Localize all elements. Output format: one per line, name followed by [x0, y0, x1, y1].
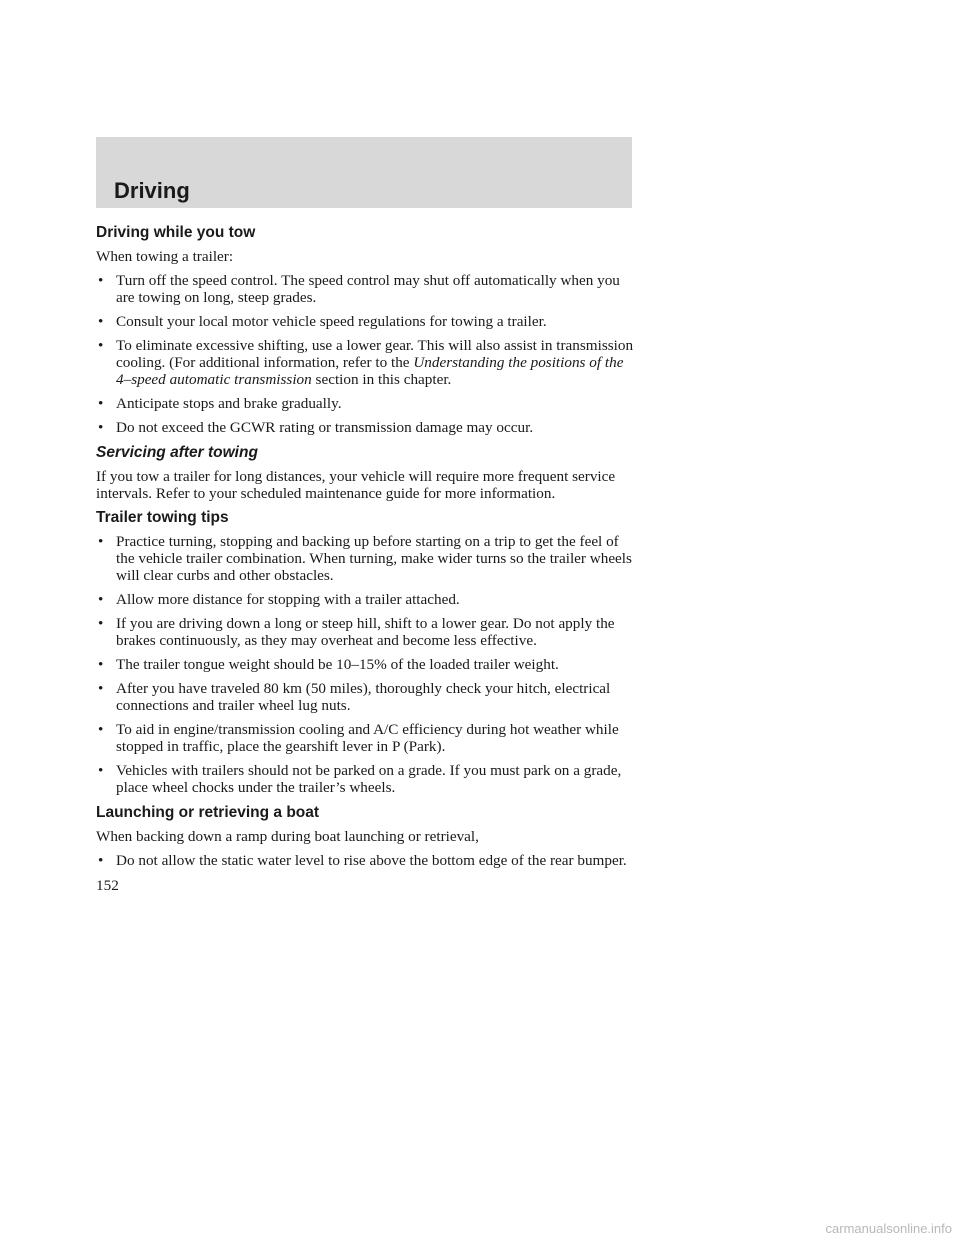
list-item-text: Vehicles with trailers should not be parked on a grade. If you must park on a grade, place wheel chocks under the trailer’s wheels.	[116, 762, 622, 796]
list-item-text: Practice turning, stopping and backing up before starting on a trip to get the feel of the vehicle trailer combination. When turning, make wider turns so the trailer wheels will clear curbs and other obstacles.	[116, 533, 632, 584]
bullet-icon: •	[98, 762, 104, 779]
list-item-text: Do not exceed the GCWR rating or transmission damage may occur.	[116, 419, 534, 436]
list-item-text: To eliminate excessive shifting, use a lower gear. This will also assist in transmission cooling. (For additional information, refer to the	[116, 337, 634, 371]
list-item	[96, 395, 641, 412]
bullet-icon: •	[98, 395, 104, 412]
website-watermark: carmanualsonline.info	[825, 1221, 952, 1236]
list-item	[96, 852, 641, 869]
page-content	[96, 224, 641, 894]
bullet-icon: •	[98, 533, 104, 550]
list-item-text: Consult your local motor vehicle speed regulations for towing a trailer.	[116, 313, 547, 330]
section-intro: When towing a trailer:	[96, 248, 234, 265]
bullet-icon: •	[98, 721, 104, 738]
list-item-text: If you are driving down a long or steep hill, shift to a lower gear. Do not apply the brakes continuously, as they may overheat and become less effective.	[116, 615, 615, 649]
section-trailer-towing-tips	[96, 509, 641, 796]
section-intro: If you tow a trailer for long distances, your vehicle will require more frequent service intervals. Refer to your scheduled maintenance guide for more information.	[96, 468, 616, 502]
page-header-title: Driving	[114, 178, 190, 203]
list-item	[96, 591, 641, 608]
bullet-icon: •	[98, 419, 104, 436]
bullet-icon: •	[98, 272, 104, 289]
list-item-text: Do not allow the static water level to rise above the bottom edge of the rear bumper.	[116, 852, 627, 869]
list-item-text: section in this chapter.	[311, 371, 452, 388]
bullet-icon: •	[98, 615, 104, 632]
list-item	[96, 680, 641, 714]
list-item	[96, 533, 641, 584]
bullet-icon: •	[98, 591, 104, 608]
page-number: 152	[96, 877, 119, 894]
bullet-icon: •	[98, 313, 104, 330]
bullet-list	[96, 852, 641, 869]
list-item	[96, 656, 641, 673]
list-item-text: Turn off the speed control. The speed control may shut off automatically when you are towing on long, steep grades.	[116, 272, 620, 306]
list-item	[96, 313, 641, 330]
section-servicing-after-towing	[96, 444, 641, 502]
bullet-icon: •	[98, 337, 104, 354]
bullet-icon: •	[98, 852, 104, 869]
list-item	[96, 762, 641, 796]
list-item-text: To aid in engine/transmission cooling and A/C efficiency during hot weather while stopped in traffic, place the gearshift lever in P (Park).	[116, 721, 619, 755]
section-driving-while-you-tow	[96, 224, 641, 436]
list-item-text: After you have traveled 80 km (50 miles), thoroughly check your hitch, electrical connections and trailer wheel lug nuts.	[116, 680, 611, 714]
section-launching-or-retrieving-a-boat	[96, 804, 641, 869]
section-heading: Trailer towing tips	[96, 509, 229, 526]
list-item	[96, 615, 641, 649]
section-intro: When backing down a ramp during boat launching or retrieval,	[96, 828, 479, 845]
bullet-list	[96, 533, 641, 796]
bullet-list	[96, 272, 641, 436]
list-item	[96, 721, 641, 755]
list-item	[96, 419, 641, 436]
list-item-text: Anticipate stops and brake gradually.	[116, 395, 342, 412]
bullet-icon: •	[98, 680, 104, 697]
list-item	[96, 272, 641, 306]
bullet-icon: •	[98, 656, 104, 673]
section-heading: Launching or retrieving a boat	[96, 804, 320, 821]
list-item-text: The trailer tongue weight should be 10–15% of the loaded trailer weight.	[116, 656, 559, 673]
cross-reference-link: Understanding the positions of the 4–speed automatic transmission	[116, 354, 624, 388]
section-heading: Servicing after towing	[96, 444, 258, 461]
section-heading: Driving while you tow	[96, 224, 256, 241]
list-item	[96, 337, 641, 388]
list-item-text: Allow more distance for stopping with a trailer attached.	[116, 591, 460, 608]
